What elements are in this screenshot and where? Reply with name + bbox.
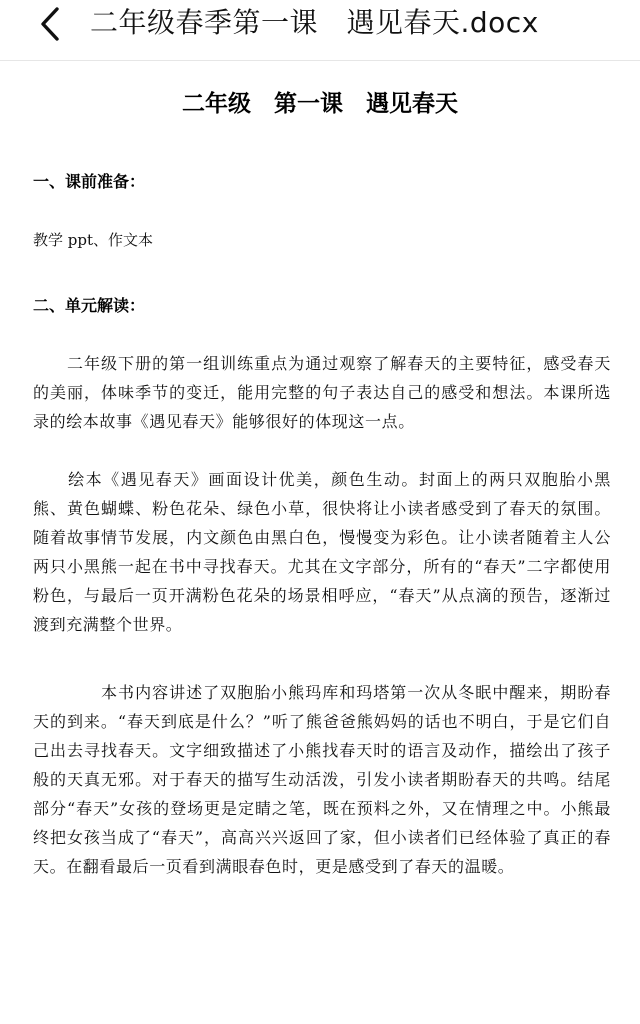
preparation-content: 教学 ppt、作文本	[33, 231, 154, 249]
document-heading: 二年级 第一课 遇见春天	[182, 90, 458, 117]
document-page[interactable]	[0, 61, 640, 1024]
paragraph-story-content: 本书内容讲述了双胞胎小熊玛库和玛塔第一次从冬眠中醒来，期盼春天的到来。“春天到底是什么？”听了熊爸爸熊妈妈的话也不明白，于是它们自己出去寻找春天。文字细致描述了小熊找春天时的语言及动作，描绘出了孩子般的天真无邪。对于春天的描写生动活泼，引发小读者期盼春天的共鸣。结尾部分“春天”女孩的登场更是定睛之笔，既在预料之外，又在情理之中。小熊最终把女孩当成了“春天”，高高兴兴返回了家，但小读者们已经体验了真正的春天。在翻看最后一页看到满眼春色时，更是感受到了春天的温暖。	[33, 683, 611, 876]
paragraph-picture-book: 绘本《遇见春天》画面设计优美，颜色生动。封面上的两只双胞胎小黑熊、黄色蝴蝶、粉色花朵、绿色小草，很快将让小读者感受到了春天的氛围。随着故事情节发展，内文颜色由黑白色，慢慢变为彩色。让小读者随着主人公两只小黑熊一起在书中寻找春天。尤其在文字部分，所有的“春天”二字都使用粉色，与最后一页开满粉色花朵的场景相呼应，“春天”从点滴的预告，逐渐过渡到充满整个世界。	[33, 470, 611, 634]
paragraph-unit-focus: 二年级下册的第一组训练重点为通过观察了解春天的主要特征，感受春天的美丽，体味季节的变迁，能用完整的句子表达自己的感受和想法。本课所选录的绘本故事《遇见春天》能够很好的体现这一点。	[33, 354, 611, 431]
top-navigation-bar	[0, 0, 640, 61]
section-heading-preparation: 一、课前准备：	[33, 172, 146, 191]
chevron-left-icon	[38, 6, 62, 42]
section-heading-unit-analysis: 二、单元解读：	[33, 296, 146, 315]
document-title: 二年级春季第一课 遇见春天.docx	[90, 6, 539, 39]
back-button[interactable]	[30, 0, 70, 48]
